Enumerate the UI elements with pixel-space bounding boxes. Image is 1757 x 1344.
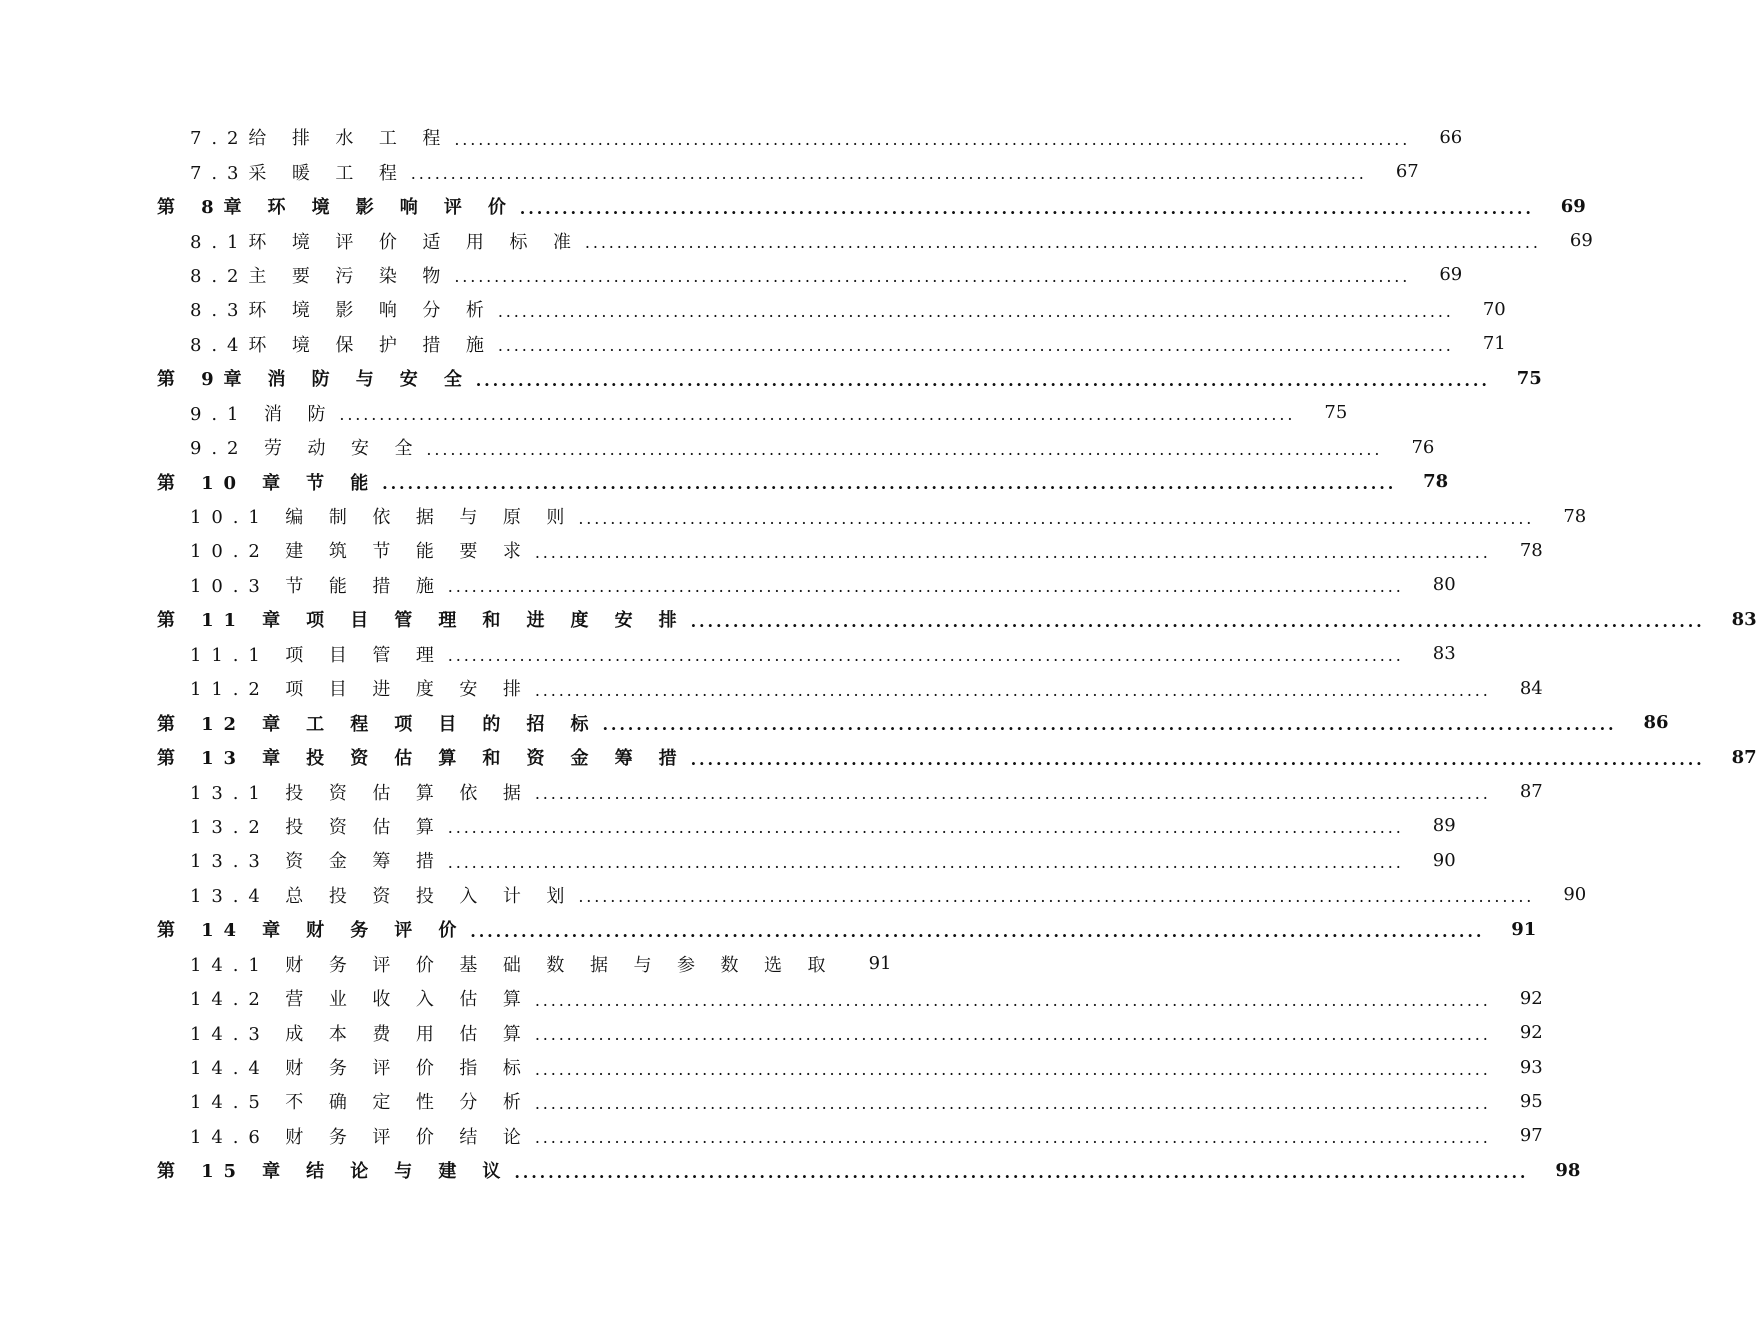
toc-page-number: 93 bbox=[1519, 1056, 1543, 1078]
toc-entry-title: 13.2 投 资 估 算 bbox=[190, 816, 444, 838]
toc-entry-title: 13.4 总 投 资 投 入 计 划 bbox=[190, 885, 575, 907]
dot-leader: ........................................................................................................................ bbox=[534, 784, 1491, 804]
toc-entry-title: 14.5 不 确 定 性 分 析 bbox=[190, 1092, 531, 1114]
toc-page-number: 90 bbox=[1432, 849, 1456, 871]
toc-page-number: 89 bbox=[1432, 815, 1456, 837]
toc-page-number: 86 bbox=[1643, 712, 1669, 734]
toc-chapter-entry[interactable] bbox=[0, 464, 1449, 498]
toc-page-number: 76 bbox=[1411, 436, 1435, 458]
toc-section-entry[interactable] bbox=[0, 947, 950, 981]
toc-page-number: 92 bbox=[1519, 1022, 1543, 1044]
toc-section-entry[interactable] bbox=[0, 1119, 1543, 1153]
toc-section-entry[interactable] bbox=[0, 396, 1348, 430]
dot-leader: ........................................................................................................................ bbox=[447, 852, 1404, 872]
toc-entry-title: 9.2 劳 动 安 全 bbox=[190, 438, 423, 460]
toc-entry-title: 第 14 章 财 务 评 价 bbox=[157, 920, 467, 942]
toc-entry-title: 第 9章 消 防 与 安 全 bbox=[157, 369, 472, 391]
toc-page-number: 78 bbox=[1519, 539, 1543, 561]
toc-section-entry[interactable] bbox=[0, 533, 1543, 567]
toc-section-entry[interactable] bbox=[0, 981, 1543, 1015]
toc-page-number: 66 bbox=[1439, 126, 1463, 148]
toc-page-number: 75 bbox=[1516, 367, 1542, 389]
toc-page-number: 70 bbox=[1482, 298, 1506, 320]
toc-section-entry[interactable] bbox=[0, 223, 1593, 257]
toc-page-number: 91 bbox=[868, 953, 892, 975]
toc-entry-title: 8.4环 境 保 护 措 施 bbox=[190, 334, 494, 356]
toc-entry-title: 11.2 项 目 进 度 安 排 bbox=[190, 679, 531, 701]
toc-page-number: 67 bbox=[1395, 161, 1419, 183]
toc-section-entry[interactable] bbox=[0, 430, 1435, 464]
toc-entry-title: 14.6 财 务 评 价 结 论 bbox=[190, 1126, 531, 1148]
toc-page-number: 69 bbox=[1569, 230, 1593, 252]
dot-leader: ........................................................................................................................ bbox=[534, 542, 1491, 562]
dot-leader: ........................................................................................................................ bbox=[534, 680, 1491, 700]
toc-entry-title: 第 11 章 项 目 管 理 和 进 度 安 排 bbox=[157, 610, 687, 632]
toc-entry-title: 8.2主 要 污 染 物 bbox=[190, 265, 451, 287]
toc-section-entry[interactable] bbox=[0, 120, 1463, 154]
dot-leader: ........................................................................................................................ bbox=[410, 164, 1367, 184]
toc-chapter-entry[interactable] bbox=[0, 912, 1537, 946]
toc-section-entry[interactable] bbox=[0, 499, 1587, 533]
toc-entry-title: 第 10 章 节 能 bbox=[157, 472, 379, 494]
toc-section-entry[interactable] bbox=[0, 327, 1506, 361]
toc-section-entry[interactable] bbox=[0, 154, 1419, 188]
toc-chapter-entry[interactable] bbox=[0, 602, 1757, 636]
toc-page-number: 78 bbox=[1423, 471, 1449, 493]
toc-entry-title: 8.1环 境 评 价 适 用 标 准 bbox=[190, 231, 581, 253]
dot-leader: ........................................................................................................................ bbox=[454, 267, 1411, 287]
toc-entry-title: 10.1 编 制 依 据 与 原 则 bbox=[190, 507, 575, 529]
toc-chapter-entry[interactable] bbox=[0, 705, 1669, 739]
toc-section-entry[interactable] bbox=[0, 878, 1587, 912]
dot-leader: ........................................................................................................................ bbox=[519, 198, 1534, 218]
toc-page-number: 95 bbox=[1519, 1090, 1543, 1112]
toc-chapter-entry[interactable] bbox=[0, 740, 1757, 774]
toc-entry-title: 14.3 成 本 费 用 估 算 bbox=[190, 1023, 531, 1045]
toc-entry-title: 14.1 财 务 评 价 基 础 数 据 与 参 数 选 取 bbox=[190, 954, 836, 976]
toc-section-entry[interactable] bbox=[0, 1084, 1543, 1118]
toc-page-number: 98 bbox=[1555, 1159, 1581, 1181]
toc-page-number: 91 bbox=[1511, 918, 1537, 940]
dot-leader: ........................................................................................................................ bbox=[339, 405, 1296, 425]
dot-leader: ........................................................................................................................ bbox=[454, 129, 1411, 149]
toc-entry-title: 8.3环 境 影 响 分 析 bbox=[190, 300, 494, 322]
toc-page-number: 69 bbox=[1439, 264, 1463, 286]
toc-entry-title: 7.3采 暖 工 程 bbox=[190, 162, 407, 184]
toc-entry-title: 13.3 资 金 筹 措 bbox=[190, 851, 444, 873]
toc-page-number: 87 bbox=[1519, 781, 1543, 803]
toc-section-entry[interactable] bbox=[0, 637, 1456, 671]
dot-leader: ........................................................................................................................ bbox=[382, 474, 1397, 494]
toc-page-number: 87 bbox=[1731, 746, 1757, 768]
toc-page-number: 90 bbox=[1563, 884, 1587, 906]
toc-entry-title: 第 13 章 投 资 估 算 和 资 金 筹 措 bbox=[157, 748, 687, 770]
dot-leader: ........................................................................................................................ bbox=[497, 301, 1454, 321]
dot-leader: ........................................................................................................................ bbox=[534, 1093, 1491, 1113]
dot-leader: ........................................................................................................................ bbox=[447, 646, 1404, 666]
toc-entry-title: 第 15 章 结 论 与 建 议 bbox=[157, 1161, 511, 1183]
toc-section-entry[interactable] bbox=[0, 1015, 1543, 1049]
toc-section-entry[interactable] bbox=[0, 774, 1543, 808]
toc-entry-title: 9.1 消 防 bbox=[190, 403, 336, 425]
dot-leader: ........................................................................................................................ bbox=[534, 990, 1491, 1010]
dot-leader: ........................................................................................................................ bbox=[497, 336, 1454, 356]
toc-section-entry[interactable] bbox=[0, 671, 1543, 705]
dot-leader: ........................................................................................................................ bbox=[578, 887, 1535, 907]
dot-leader: ........................................................................................................................ bbox=[534, 1025, 1491, 1045]
dot-leader: ........................................................................................................................ bbox=[426, 439, 1383, 459]
toc-page-number: 97 bbox=[1519, 1125, 1543, 1147]
toc-entry-title: 10.2 建 筑 节 能 要 求 bbox=[190, 541, 531, 563]
toc-page-number: 78 bbox=[1563, 505, 1587, 527]
toc-chapter-entry[interactable] bbox=[0, 361, 1542, 395]
dot-leader: ........................................................................................................................ bbox=[447, 577, 1404, 597]
toc-entry-title: 10.3 节 能 措 施 bbox=[190, 575, 444, 597]
dot-leader: ........................................................................................................................ bbox=[514, 1162, 1529, 1182]
toc-section-entry[interactable] bbox=[0, 568, 1456, 602]
dot-leader: ........................................................................................................................ bbox=[584, 233, 1541, 253]
dot-leader: ........................................................................................................................ bbox=[447, 818, 1404, 838]
toc-entry-title: 14.2 营 业 收 入 估 算 bbox=[190, 989, 531, 1011]
dot-leader: ........................................................................................................................ bbox=[602, 715, 1617, 735]
toc-chapter-entry[interactable] bbox=[0, 1153, 1581, 1187]
toc-entry-title: 第 12 章 工 程 项 目 的 招 标 bbox=[157, 713, 599, 735]
toc-entry-title: 11.1 项 目 管 理 bbox=[190, 644, 444, 666]
toc-page-number: 69 bbox=[1560, 195, 1586, 217]
dot-leader: ........................................................................................................................ bbox=[534, 1128, 1491, 1148]
toc-entry-title: 7.2给 排 水 工 程 bbox=[190, 128, 451, 150]
toc-page-number: 83 bbox=[1731, 608, 1757, 630]
toc-page-number: 84 bbox=[1519, 677, 1543, 699]
dot-leader: ........................................................................................................................ bbox=[690, 749, 1705, 769]
dot-leader: ........................................................................................................................ bbox=[470, 921, 1485, 941]
table-of-contents bbox=[0, 120, 1757, 1188]
toc-entry-title: 第 8章 环 境 影 响 评 价 bbox=[157, 197, 516, 219]
toc-section-entry[interactable] bbox=[0, 292, 1506, 326]
toc-chapter-entry[interactable] bbox=[0, 189, 1586, 223]
toc-entry-title: 13.1 投 资 估 算 依 据 bbox=[190, 782, 531, 804]
toc-entry-title: 14.4 财 务 评 价 指 标 bbox=[190, 1058, 531, 1080]
toc-section-entry[interactable] bbox=[0, 809, 1456, 843]
toc-page-number: 71 bbox=[1482, 333, 1506, 355]
dot-leader: ........................................................................................................................ bbox=[534, 1059, 1491, 1079]
toc-section-entry[interactable] bbox=[0, 258, 1463, 292]
toc-page-number: 83 bbox=[1432, 643, 1456, 665]
toc-section-entry[interactable] bbox=[0, 1050, 1543, 1084]
dot-leader: ........................................................................................................................ bbox=[690, 611, 1705, 631]
dot-leader: ........................................................................................................................ bbox=[578, 508, 1535, 528]
toc-page-number: 75 bbox=[1324, 402, 1348, 424]
toc-section-entry[interactable] bbox=[0, 843, 1456, 877]
dot-leader: ........................................................................................................................ bbox=[475, 370, 1490, 390]
toc-page-number: 80 bbox=[1432, 574, 1456, 596]
toc-page-number: 92 bbox=[1519, 987, 1543, 1009]
